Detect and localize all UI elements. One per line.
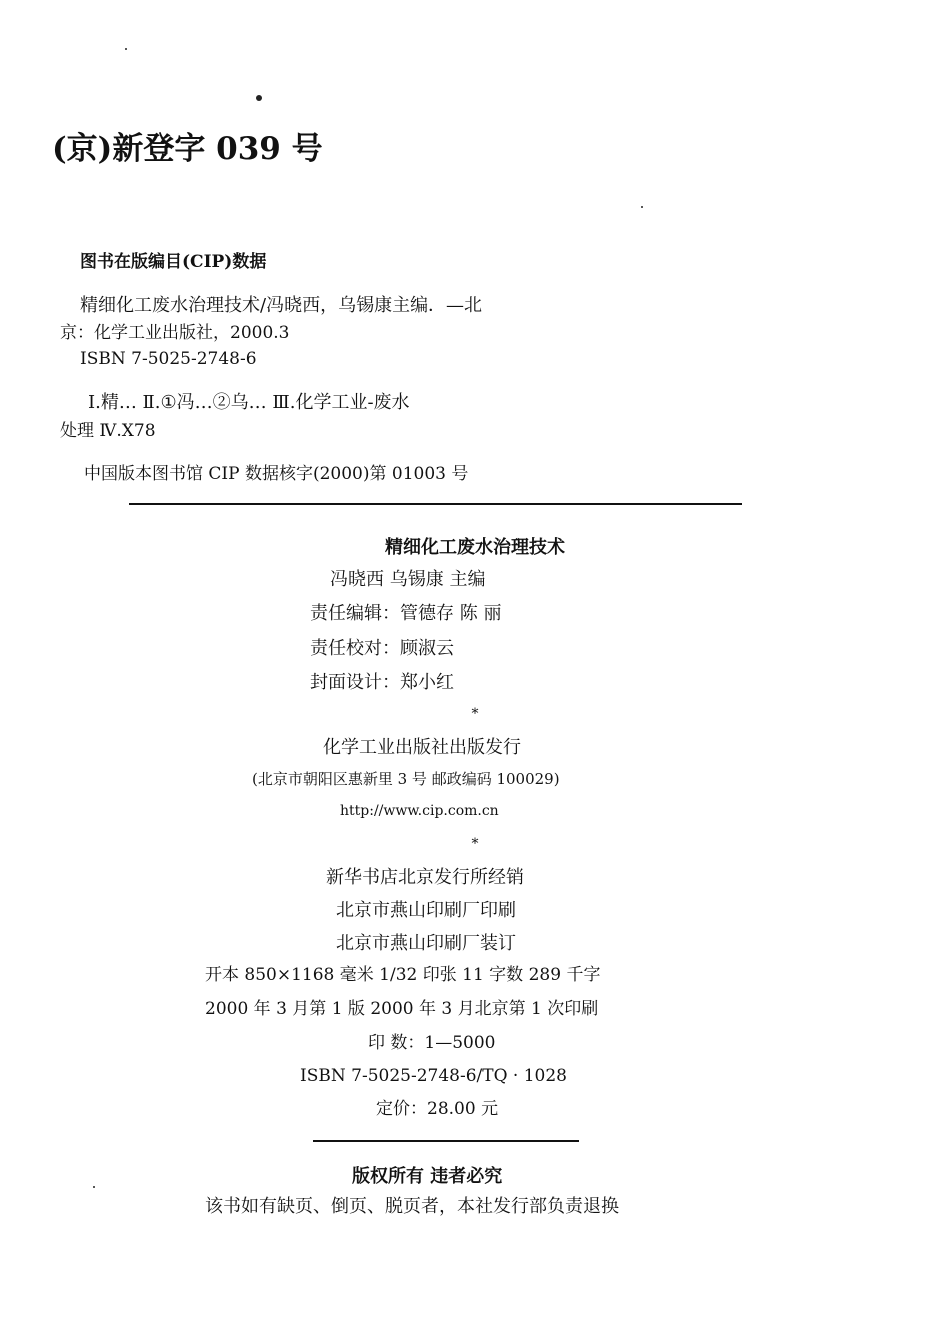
cip-isbn: ISBN 7-5025-2748-6 [80,349,257,369]
edition-info: 2000 年 3 月第 1 版 2000 年 3 月北京第 1 次印刷 [205,999,599,1019]
responsible-editor: 责任编辑：管德存 陈 丽 [310,603,502,624]
cip-subject-line2: 处理 Ⅳ.X78 [60,421,156,441]
return-policy: 该书如有缺页、倒页、脱页者，本社发行部负责退换 [205,1196,619,1217]
publisher-address: (北京市朝阳区惠新里 3 号 邮政编码 100029) [252,770,560,788]
scan-speck [641,206,643,208]
proofreader: 责任校对：顾淑云 [310,638,454,659]
separator-asterisk: * [471,836,479,852]
book-title: 精细化工废水治理技术 [385,537,565,558]
publisher-url: http://www.cip.com.cn [340,803,499,819]
printer: 北京市燕山印刷厂印刷 [336,900,516,921]
distributor: 新华书店北京发行所经销 [326,867,524,888]
divider-top [129,503,742,505]
cover-design: 封面设计：郑小红 [310,672,454,693]
copyright-notice: 版权所有 违者必究 [352,1166,503,1187]
scan-speck [93,1186,95,1188]
registration-number: (京)新登字 039 号 [52,131,323,167]
publisher: 化学工业出版社出版发行 [323,737,521,758]
price: 定价：28.00 元 [376,1099,499,1119]
scan-speck [256,95,262,101]
cip-verification: 中国版本图书馆 CIP 数据核字(2000)第 01003 号 [84,464,469,484]
separator-asterisk: * [471,706,479,722]
scan-speck [125,48,127,50]
cip-entry-line2: 京：化学工业出版社，2000.3 [60,323,290,343]
cip-entry-line1: 精细化工废水治理技术/冯晓西，乌锡康主编．—北 [80,295,483,316]
divider-bottom [313,1140,579,1142]
print-run: 印 数：1—5000 [368,1033,496,1053]
cip-heading: 图书在版编目(CIP)数据 [80,252,267,272]
cip-subject-line1: Ⅰ.精… Ⅱ.①冯…②乌… Ⅲ.化学工业-废水 [88,392,410,413]
binder: 北京市燕山印刷厂装订 [336,933,516,954]
isbn-full: ISBN 7-5025-2748-6/TQ · 1028 [300,1066,568,1086]
book-editors: 冯晓西 乌锡康 主编 [330,569,486,590]
book-format: 开本 850×1168 毫米 1/32 印张 11 字数 289 千字 [205,965,601,985]
